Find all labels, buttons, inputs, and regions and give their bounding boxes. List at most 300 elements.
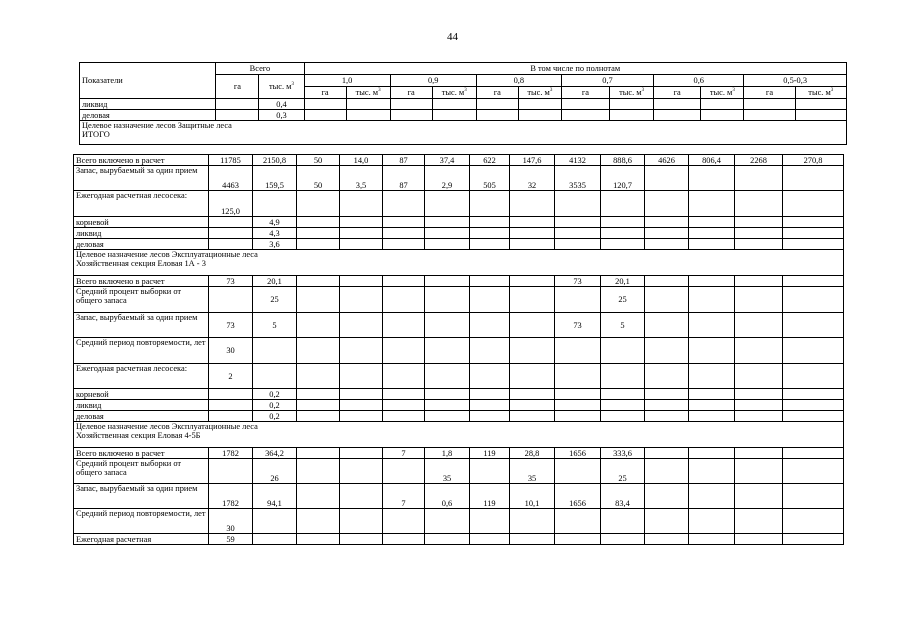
table-cell bbox=[253, 338, 297, 364]
table-cell bbox=[645, 228, 689, 239]
table-row bbox=[74, 411, 844, 422]
density-2: 0,9 bbox=[390, 75, 476, 87]
row-label: ликвид bbox=[80, 99, 216, 110]
table-cell bbox=[735, 239, 783, 250]
table-cell bbox=[518, 99, 561, 110]
section-title-line: Хозяйственная секция Еловая 1А - 3 bbox=[76, 259, 206, 268]
table-cell bbox=[476, 110, 518, 121]
row-label: корневой bbox=[74, 389, 209, 400]
table-cell: 3,6 bbox=[253, 239, 297, 250]
table-cell: 25 bbox=[601, 287, 645, 313]
table-cell bbox=[340, 276, 383, 287]
table-cell bbox=[510, 276, 555, 287]
section-title-line: Целевое назначение лесов Эксплуатационные леса bbox=[76, 250, 258, 259]
section-row bbox=[74, 422, 844, 448]
table-cell: 364,2 bbox=[253, 448, 297, 459]
table-cell bbox=[744, 110, 795, 121]
table-cell bbox=[383, 239, 425, 250]
table-cell bbox=[383, 389, 425, 400]
table-cell bbox=[735, 166, 783, 191]
table-cell bbox=[209, 389, 253, 400]
table-cell bbox=[735, 389, 783, 400]
table-cell bbox=[470, 287, 510, 313]
table-cell: 2150,8 bbox=[253, 155, 297, 166]
row-label: деловая bbox=[74, 239, 209, 250]
table-cell bbox=[216, 99, 259, 110]
table-cell bbox=[645, 400, 689, 411]
table-cell bbox=[340, 484, 383, 509]
row-label: деловая bbox=[80, 110, 216, 121]
table-cell bbox=[783, 459, 844, 484]
table-cell bbox=[340, 217, 383, 228]
table-cell: 73 bbox=[209, 313, 253, 338]
page-number: 44 bbox=[447, 31, 458, 43]
table-cell bbox=[470, 191, 510, 217]
table-cell bbox=[510, 228, 555, 239]
table-cell bbox=[432, 110, 476, 121]
table-cell bbox=[645, 191, 689, 217]
table-cell bbox=[383, 217, 425, 228]
row-label: Запас, вырубаемый за один прием bbox=[74, 313, 209, 338]
table-cell bbox=[645, 389, 689, 400]
table-cell bbox=[783, 534, 844, 545]
table-cell bbox=[610, 99, 654, 110]
table-row bbox=[74, 166, 844, 191]
table-cell bbox=[425, 509, 470, 534]
table-cell bbox=[209, 459, 253, 484]
table-row bbox=[74, 276, 844, 287]
table-cell bbox=[689, 191, 735, 217]
table-cell bbox=[601, 411, 645, 422]
table-cell bbox=[425, 228, 470, 239]
table-cell bbox=[744, 99, 795, 110]
table-cell: 25 bbox=[601, 459, 645, 484]
table-cell bbox=[645, 287, 689, 313]
table-cell bbox=[555, 389, 601, 400]
table-cell bbox=[645, 338, 689, 364]
table-cell bbox=[340, 509, 383, 534]
table-cell bbox=[470, 364, 510, 389]
table-cell bbox=[470, 338, 510, 364]
table-cell: 1656 bbox=[555, 484, 601, 509]
table-cell bbox=[783, 389, 844, 400]
table-cell bbox=[689, 239, 735, 250]
table-cell bbox=[340, 448, 383, 459]
table-cell bbox=[432, 99, 476, 110]
table-cell: 35 bbox=[510, 459, 555, 484]
table-row bbox=[74, 389, 844, 400]
subheader-m3: тыс. $м^3$ bbox=[795, 87, 846, 99]
table-cell bbox=[383, 313, 425, 338]
table-cell: 50 bbox=[297, 166, 340, 191]
table-row bbox=[74, 287, 844, 313]
table-cell bbox=[340, 389, 383, 400]
row-label: ликвид bbox=[74, 400, 209, 411]
table-cell bbox=[735, 400, 783, 411]
table-cell bbox=[297, 191, 340, 217]
table-cell: 2268 bbox=[735, 155, 783, 166]
table-cell bbox=[645, 484, 689, 509]
table-cell bbox=[510, 313, 555, 338]
table-cell: 25 bbox=[253, 287, 297, 313]
table-cell bbox=[795, 99, 846, 110]
subheader-m3: тыс. $м^3$ bbox=[518, 87, 561, 99]
table-cell bbox=[340, 534, 383, 545]
table-cell: 11785 bbox=[209, 155, 253, 166]
table-cell: 26 bbox=[253, 459, 297, 484]
table-cell bbox=[510, 400, 555, 411]
table-cell: 20,1 bbox=[253, 276, 297, 287]
table-cell bbox=[510, 239, 555, 250]
table-cell bbox=[689, 338, 735, 364]
table-cell bbox=[383, 338, 425, 364]
table-cell bbox=[689, 448, 735, 459]
table-cell bbox=[425, 364, 470, 389]
table-cell bbox=[510, 411, 555, 422]
section-row bbox=[74, 250, 844, 276]
table-cell bbox=[601, 217, 645, 228]
table-cell bbox=[297, 459, 340, 484]
row-label: Всего включено в расчет bbox=[74, 155, 209, 166]
table-cell: 94,1 bbox=[253, 484, 297, 509]
subheader-ha: га bbox=[390, 87, 432, 99]
header-indicators: Показатели bbox=[80, 63, 216, 99]
table-cell bbox=[561, 110, 609, 121]
table-cell: 1782 bbox=[209, 448, 253, 459]
table-cell bbox=[701, 110, 744, 121]
row-label: Ежегодная расчетная лесосека: bbox=[74, 364, 209, 389]
table-cell: 119 bbox=[470, 484, 510, 509]
table-cell bbox=[518, 110, 561, 121]
table-cell bbox=[510, 509, 555, 534]
table-cell: 83,4 bbox=[601, 484, 645, 509]
table-row bbox=[74, 484, 844, 509]
table-cell: 4626 bbox=[645, 155, 689, 166]
table-cell bbox=[601, 400, 645, 411]
table-cell bbox=[783, 166, 844, 191]
table-cell bbox=[425, 276, 470, 287]
table-cell bbox=[735, 287, 783, 313]
table-cell: 3,5 bbox=[340, 166, 383, 191]
table-cell bbox=[383, 276, 425, 287]
table-cell bbox=[340, 400, 383, 411]
table-cell bbox=[735, 313, 783, 338]
table-cell: 270,8 bbox=[783, 155, 844, 166]
table-cell: 505 bbox=[470, 166, 510, 191]
table-cell bbox=[253, 509, 297, 534]
table-cell bbox=[425, 217, 470, 228]
table-cell bbox=[555, 239, 601, 250]
row-label: Всего включено в расчет bbox=[74, 448, 209, 459]
table-cell bbox=[390, 99, 432, 110]
density-3: 0,8 bbox=[476, 75, 561, 87]
table-cell bbox=[645, 534, 689, 545]
table-cell bbox=[297, 364, 340, 389]
table-cell bbox=[304, 99, 346, 110]
table-cell bbox=[783, 509, 844, 534]
table-cell bbox=[340, 191, 383, 217]
table-cell bbox=[601, 228, 645, 239]
subheader-m3: тыс. $м^3$ bbox=[610, 87, 654, 99]
table-cell bbox=[297, 313, 340, 338]
table-cell: 7 bbox=[383, 448, 425, 459]
table-cell bbox=[510, 364, 555, 389]
table-cell bbox=[425, 239, 470, 250]
table-cell bbox=[510, 338, 555, 364]
table-row bbox=[74, 313, 844, 338]
table-cell bbox=[783, 400, 844, 411]
table-cell: 1782 bbox=[209, 484, 253, 509]
table-cell bbox=[390, 110, 432, 121]
table-cell bbox=[735, 364, 783, 389]
table-cell bbox=[209, 228, 253, 239]
table-cell bbox=[383, 534, 425, 545]
table-cell bbox=[297, 228, 340, 239]
table-cell bbox=[645, 276, 689, 287]
table-cell bbox=[470, 534, 510, 545]
table-cell: 14,0 bbox=[340, 155, 383, 166]
table-cell: 32 bbox=[510, 166, 555, 191]
table-cell bbox=[610, 110, 654, 121]
table-cell bbox=[689, 411, 735, 422]
table-cell bbox=[425, 313, 470, 338]
header-including-by-density: В том числе по полнотам bbox=[304, 63, 846, 75]
table-cell bbox=[601, 191, 645, 217]
table-cell bbox=[555, 191, 601, 217]
table-cell bbox=[209, 287, 253, 313]
table-cell bbox=[689, 166, 735, 191]
table-cell bbox=[561, 99, 609, 110]
table-cell bbox=[601, 534, 645, 545]
table-cell bbox=[735, 191, 783, 217]
table-cell bbox=[654, 99, 701, 110]
table-cell bbox=[645, 217, 689, 228]
table-cell bbox=[476, 99, 518, 110]
table-cell bbox=[689, 389, 735, 400]
table-cell bbox=[645, 313, 689, 338]
section-title bbox=[80, 121, 847, 145]
table-cell bbox=[470, 228, 510, 239]
table-cell bbox=[304, 110, 346, 121]
table-cell bbox=[510, 191, 555, 217]
table-cell: 4132 bbox=[555, 155, 601, 166]
table-cell bbox=[470, 459, 510, 484]
table-cell bbox=[346, 99, 390, 110]
table-cell: 4,3 bbox=[253, 228, 297, 239]
subheader-ha: га bbox=[561, 87, 609, 99]
table-cell: 30 bbox=[209, 509, 253, 534]
table-cell: 7 bbox=[383, 484, 425, 509]
subheader-m3: тыс. $м^3$ bbox=[701, 87, 744, 99]
section-title bbox=[74, 422, 844, 448]
table-cell bbox=[470, 239, 510, 250]
table-cell bbox=[689, 534, 735, 545]
table-cell: 37,4 bbox=[425, 155, 470, 166]
row-label: Запас, вырубаемый за один прием bbox=[74, 484, 209, 509]
table-cell bbox=[735, 509, 783, 534]
density-6: 0,5-0,3 bbox=[744, 75, 847, 87]
table-cell: 888,6 bbox=[601, 155, 645, 166]
table-cell bbox=[253, 191, 297, 217]
table-cell bbox=[425, 534, 470, 545]
table-cell bbox=[555, 364, 601, 389]
table-cell bbox=[735, 228, 783, 239]
table-row bbox=[74, 400, 844, 411]
row-label: Ежегодная расчетная bbox=[74, 534, 209, 545]
table-cell bbox=[383, 228, 425, 239]
table-cell bbox=[297, 509, 340, 534]
table-cell bbox=[555, 217, 601, 228]
table-cell: 73 bbox=[555, 313, 601, 338]
table-row bbox=[80, 99, 847, 110]
table-cell bbox=[783, 239, 844, 250]
table-row bbox=[74, 364, 844, 389]
table-cell bbox=[340, 411, 383, 422]
table-cell bbox=[689, 364, 735, 389]
table-cell bbox=[735, 484, 783, 509]
table-cell: 0,2 bbox=[253, 400, 297, 411]
table-cell: 622 bbox=[470, 155, 510, 166]
table-cell bbox=[735, 338, 783, 364]
section-row bbox=[80, 121, 847, 145]
table-cell: 2,9 bbox=[425, 166, 470, 191]
table-cell bbox=[209, 400, 253, 411]
table-cell: 73 bbox=[555, 276, 601, 287]
table-cell bbox=[689, 400, 735, 411]
row-label: Ежегодная расчетная лесосека: bbox=[74, 191, 209, 217]
table-cell bbox=[735, 276, 783, 287]
table-cell bbox=[297, 448, 340, 459]
table-cell bbox=[555, 411, 601, 422]
table-cell bbox=[689, 228, 735, 239]
density-1: 1,0 bbox=[304, 75, 390, 87]
table-cell bbox=[340, 459, 383, 484]
table-cell bbox=[689, 484, 735, 509]
table-cell bbox=[783, 287, 844, 313]
header-total: Всего bbox=[216, 63, 304, 75]
table-cell bbox=[297, 338, 340, 364]
table-cell: 1,8 bbox=[425, 448, 470, 459]
table-cell: 35 bbox=[425, 459, 470, 484]
table-cell: 3535 bbox=[555, 166, 601, 191]
table-cell: 159,5 bbox=[253, 166, 297, 191]
table-row bbox=[74, 155, 844, 166]
table-cell bbox=[601, 364, 645, 389]
section-title-line: Целевое назначение лесов Эксплуатационные леса bbox=[76, 422, 258, 431]
table-cell bbox=[783, 313, 844, 338]
table-cell bbox=[340, 287, 383, 313]
table-cell bbox=[654, 110, 701, 121]
row-label: деловая bbox=[74, 411, 209, 422]
table-cell: 0,2 bbox=[253, 411, 297, 422]
table-cell bbox=[209, 411, 253, 422]
table-cell bbox=[470, 411, 510, 422]
table-cell bbox=[783, 228, 844, 239]
table-cell: 4463 bbox=[209, 166, 253, 191]
forest-table-header-block bbox=[79, 62, 847, 145]
table-cell bbox=[383, 400, 425, 411]
table-cell bbox=[297, 287, 340, 313]
subheader-ha: га bbox=[654, 87, 701, 99]
table-cell bbox=[645, 411, 689, 422]
table-cell bbox=[735, 459, 783, 484]
table-cell bbox=[783, 217, 844, 228]
row-label: Всего включено в расчет bbox=[74, 276, 209, 287]
table-cell: 125,0 bbox=[209, 191, 253, 217]
table-cell bbox=[340, 239, 383, 250]
table-cell bbox=[346, 110, 390, 121]
subheader-m3: тыс. $м^3$ bbox=[346, 87, 390, 99]
table-cell bbox=[689, 459, 735, 484]
table-cell bbox=[510, 534, 555, 545]
table-row bbox=[74, 191, 844, 217]
table-cell: 2 bbox=[209, 364, 253, 389]
table-cell bbox=[510, 389, 555, 400]
table-row bbox=[74, 509, 844, 534]
table-cell bbox=[701, 99, 744, 110]
table-cell bbox=[297, 276, 340, 287]
table-cell bbox=[425, 287, 470, 313]
table-cell bbox=[601, 239, 645, 250]
density-4: 0,7 bbox=[561, 75, 653, 87]
table-cell bbox=[645, 364, 689, 389]
table-cell bbox=[297, 484, 340, 509]
table-cell bbox=[340, 364, 383, 389]
table-cell bbox=[735, 534, 783, 545]
table-cell bbox=[425, 411, 470, 422]
table-cell: 28,8 bbox=[510, 448, 555, 459]
table-cell bbox=[297, 217, 340, 228]
table-cell bbox=[510, 217, 555, 228]
table-cell: 0,4 bbox=[259, 99, 304, 110]
table-cell bbox=[297, 389, 340, 400]
table-cell bbox=[425, 389, 470, 400]
table-cell bbox=[383, 364, 425, 389]
table-cell bbox=[689, 287, 735, 313]
table-cell: 0,3 bbox=[259, 110, 304, 121]
table-cell bbox=[601, 338, 645, 364]
table-cell: 119 bbox=[470, 448, 510, 459]
table-cell bbox=[555, 228, 601, 239]
table-cell bbox=[555, 338, 601, 364]
table-row bbox=[74, 448, 844, 459]
table-cell bbox=[555, 509, 601, 534]
subheader-ha: га bbox=[744, 87, 795, 99]
table-cell bbox=[783, 448, 844, 459]
section-title-line: Хозяйственная секция Еловая 4-5Б bbox=[76, 431, 201, 440]
table-row bbox=[80, 110, 847, 121]
table-cell: 73 bbox=[209, 276, 253, 287]
table-cell bbox=[555, 400, 601, 411]
table-cell bbox=[383, 191, 425, 217]
table-cell bbox=[470, 217, 510, 228]
table-cell: 4,9 bbox=[253, 217, 297, 228]
table-cell bbox=[425, 191, 470, 217]
table-cell: 5 bbox=[253, 313, 297, 338]
table-cell: 30 bbox=[209, 338, 253, 364]
table-cell bbox=[253, 364, 297, 389]
subheader-ha: га bbox=[304, 87, 346, 99]
table-cell bbox=[783, 191, 844, 217]
table-cell bbox=[783, 484, 844, 509]
table-cell: 5 bbox=[601, 313, 645, 338]
table-row bbox=[74, 228, 844, 239]
forest-table-body-block bbox=[73, 154, 844, 545]
table-cell bbox=[253, 534, 297, 545]
density-5: 0,6 bbox=[654, 75, 744, 87]
table-cell: 333,6 bbox=[601, 448, 645, 459]
table-cell bbox=[645, 239, 689, 250]
